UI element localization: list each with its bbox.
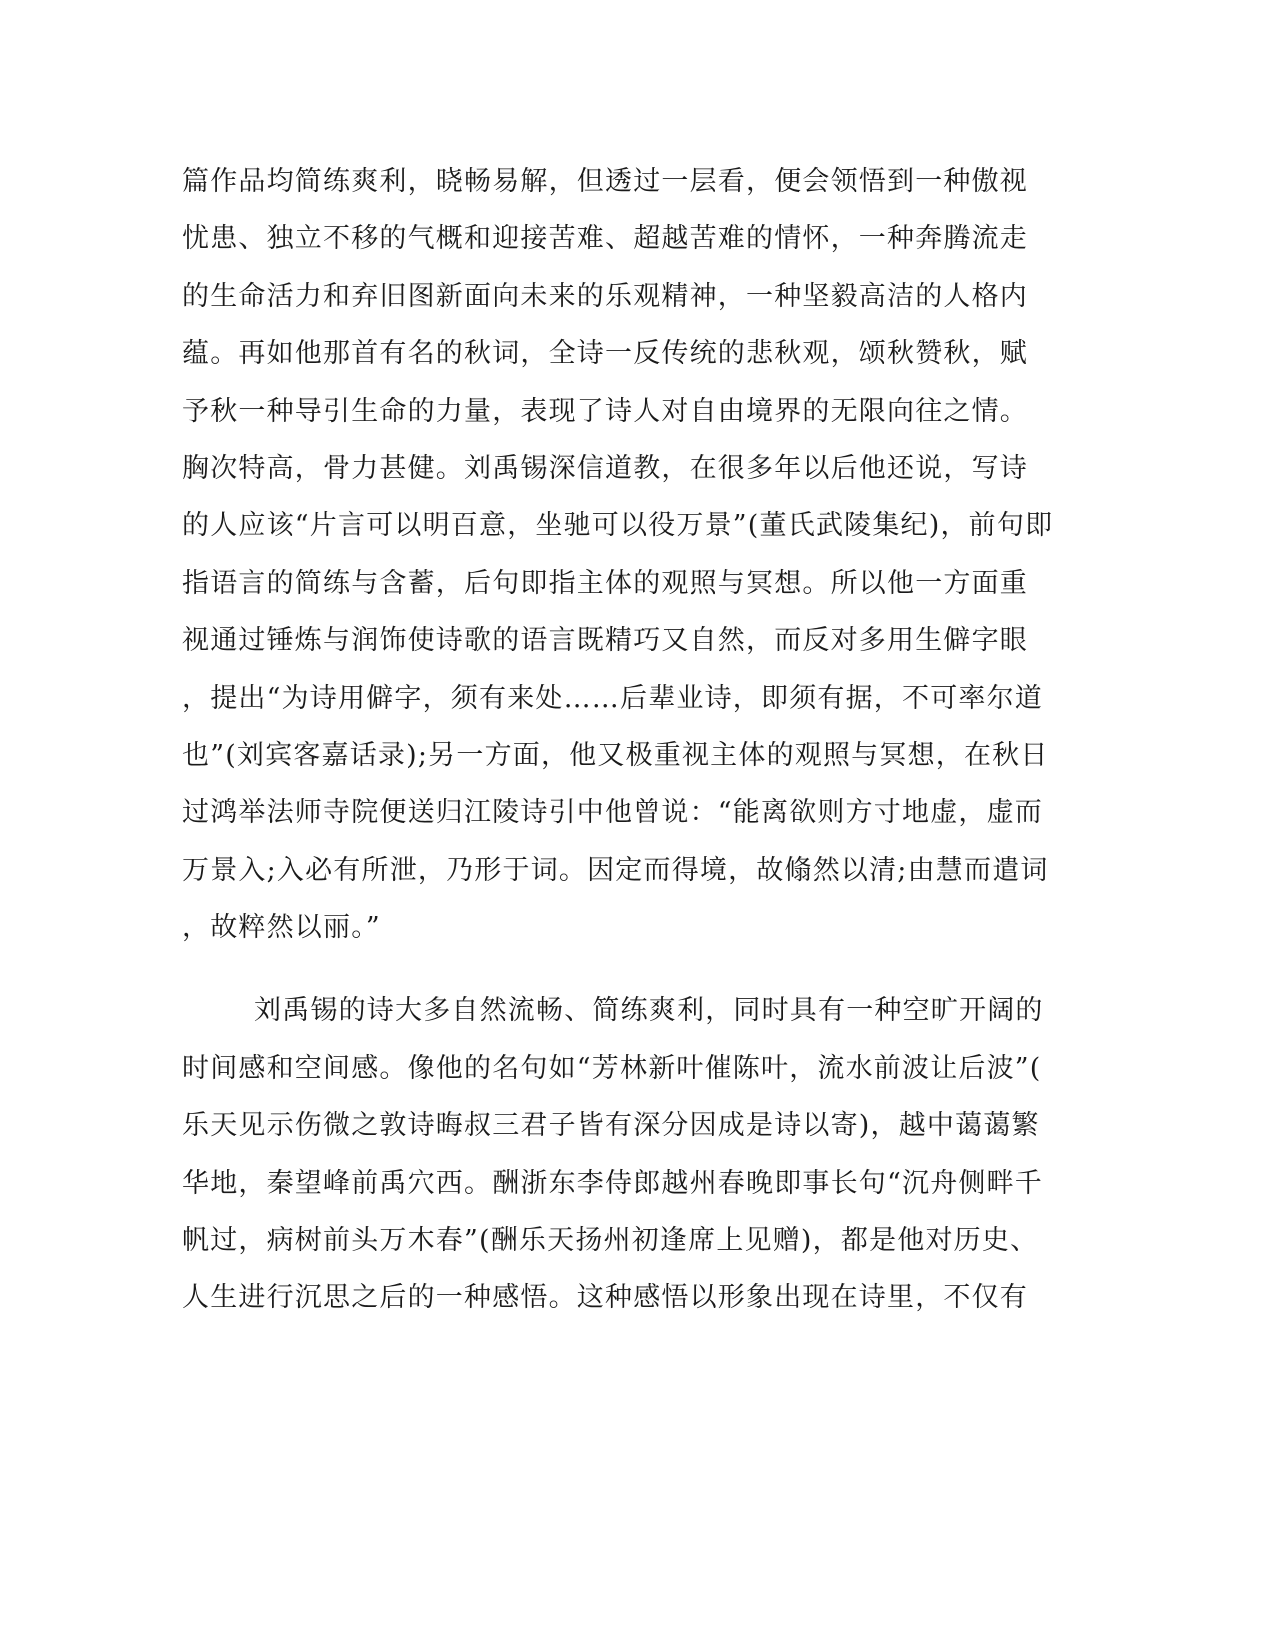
paragraph-2 <box>182 989 1042 1333</box>
text-line: 人生进行沉思之后的一种感悟。这种感悟以形象出现在诗里，不仅有 <box>182 1282 1028 1314</box>
text-line: 予秋一种导引生命的力量，表现了诗人对自由境界的无限向往之情。 <box>182 395 1028 427</box>
text-line: 帆过，病树前头万木春”(酬乐天扬州初逢席上见赠)，都是他对历史、 <box>182 1225 1039 1257</box>
text-line: ，提出“为诗用僻字，须有来处……后辈业诗，即须有据，不可率尔道 <box>182 682 1044 714</box>
text-line: 蕴。再如他那首有名的秋词，全诗一反传统的悲秋观，颂秋赞秋，赋 <box>182 338 1028 370</box>
paragraph-1 <box>182 160 1054 963</box>
text-line: ，故粹然以丽。” <box>182 912 381 944</box>
body-text <box>182 160 1054 1334</box>
text-line: 胸次特高，骨力甚健。刘禹锡深信道教，在很多年以后他还说，写诗 <box>182 452 1028 484</box>
text-line: 的生命活力和弃旧图新面向未来的乐观精神，一种坚毅高洁的人格内 <box>182 280 1028 312</box>
text-line: 指语言的简练与含蓄，后句即指主体的观照与冥想。所以他一方面重 <box>182 567 1028 599</box>
text-line: 乐天见示伤微之敦诗晦叔三君子皆有深分因成是诗以寄)，越中蔼蔼繁 <box>182 1110 1040 1142</box>
text-line: 刘禹锡的诗大多自然流畅、简练爽利，同时具有一种空旷开阔的 <box>254 995 1044 1027</box>
text-line: 篇作品均简练爽利，晓畅易解，但透过一层看，便会领悟到一种傲视 <box>182 166 1028 197</box>
text-line: 万景入;入必有所泄，乃形于词。因定而得境，故翛然以清;由慧而遣词 <box>182 854 1049 886</box>
text-line: 华地，秦望峰前禹穴西。酬浙东李侍郎越州春晚即事长句“沉舟侧畔千 <box>182 1167 1044 1199</box>
text-line: 忧患、独立不移的气概和迎接苦难、超越苦难的情怀，一种奔腾流走 <box>182 223 1028 255</box>
text-line: 视通过锤炼与润饰使诗歌的语言既精巧又自然，而反对多用生僻字眼 <box>182 625 1028 657</box>
paragraph-spacer <box>182 963 1042 989</box>
text-line: 也”(刘宾客嘉话录);另一方面，他又极重视主体的观照与冥想，在秋日 <box>182 739 1049 771</box>
text-line: 时间感和空间感。像他的名句如“芳林新叶催陈叶，流水前波让后波”( <box>182 1052 1042 1084</box>
text-line: 的人应该“片言可以明百意，坐驰可以役万景”(董氏武陵集纪)，前句即 <box>182 510 1054 542</box>
text-line: 过鸿举法师寺院便送归江陵诗引中他曾说：“能离欲则方寸地虚，虚而 <box>182 797 1044 829</box>
